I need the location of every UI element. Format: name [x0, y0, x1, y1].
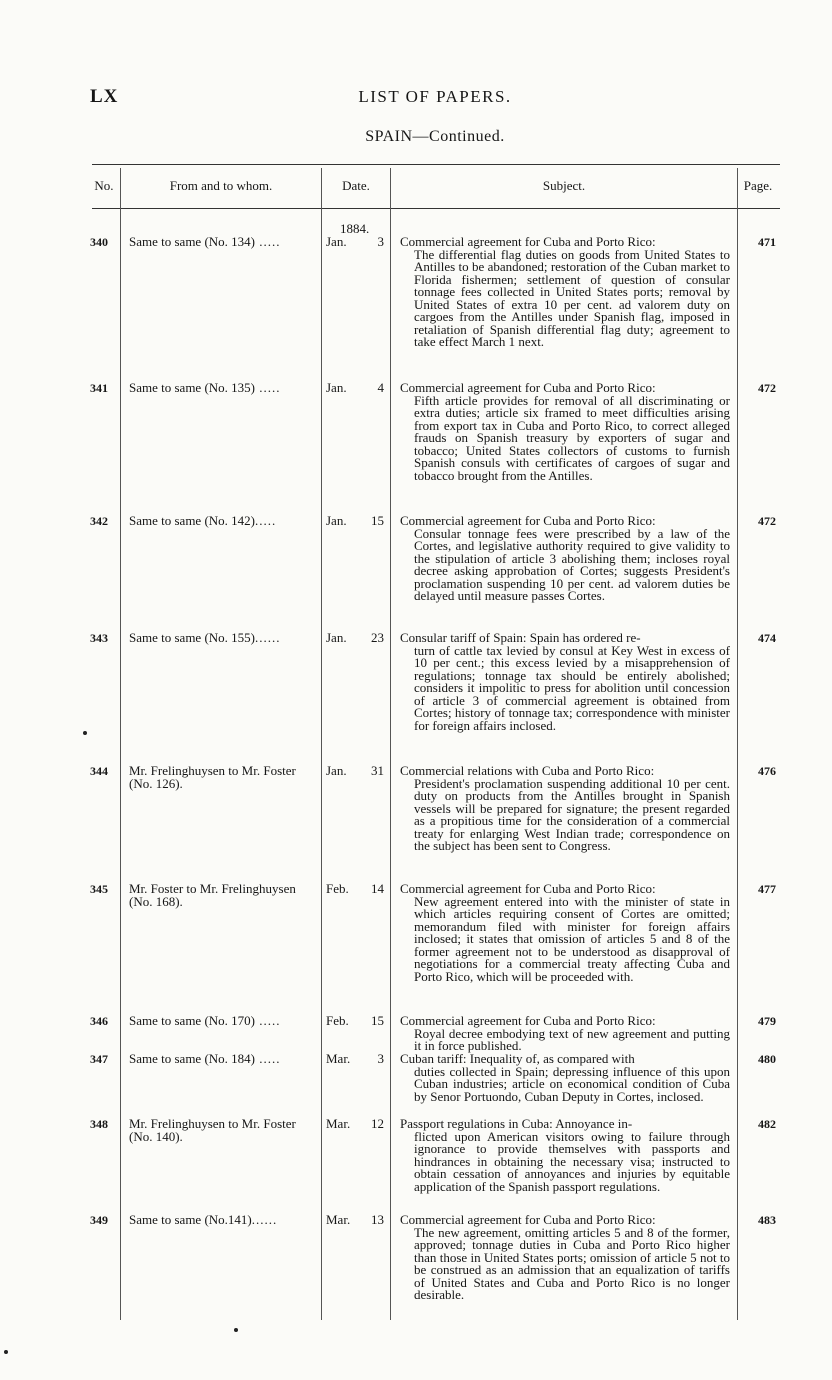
leader-dots: ..... — [255, 513, 277, 528]
from-to — [129, 236, 319, 249]
leader-dots: ..... — [255, 380, 281, 395]
subject — [400, 1214, 730, 1302]
page-ref: 480 — [758, 1052, 776, 1066]
date-day: 3 — [377, 234, 384, 249]
date-day: 31 — [371, 763, 384, 778]
from-to-text: Same to same (No. 142) — [129, 513, 256, 528]
subject-body: The new agreement, omitting articles 5 and 8 of the former, approved; tonnage duties in Cuba and Porto Rico higher than those in United States ports; omission of article 5 not to be construed as an admission that an equalization of tariffs of United States and Cuba and Porto Rico is no longer desirable. — [414, 1224, 730, 1302]
date — [326, 1118, 384, 1131]
date-month: Jan. — [326, 630, 347, 645]
column-divider — [737, 168, 738, 1320]
from-to — [129, 1118, 319, 1143]
subject-first-line: Commercial agreement for Cuba and Porto Rico: — [400, 1212, 656, 1227]
date-month: Jan. — [326, 513, 347, 528]
page-ref: 482 — [758, 1117, 776, 1131]
date-month: Feb. — [326, 1013, 349, 1028]
date-month: Jan. — [326, 763, 347, 778]
subject-body: flicted upon American visitors owing to failure through ignorance to provide themselves with passports and hindrances in obtaining the necessary visa; instructed to obtain cessation of annoyances and injuries by equitable application of the Spanish passport regulations. — [414, 1128, 730, 1194]
row-number: 346 — [90, 1014, 108, 1028]
subject — [400, 765, 730, 853]
subject-first-line: Commercial agreement for Cuba and Porto Rico: — [400, 380, 656, 395]
row-number: 349 — [90, 1213, 108, 1227]
from-to — [129, 1015, 319, 1028]
page-ref: 472 — [758, 514, 776, 528]
from-to-text: Same to same (No. 155) — [129, 630, 256, 645]
subject — [400, 1118, 730, 1193]
subject-body: Consular tonnage fees were prescribed by a law of the Cortes, and legislative authority required to give validity to the stipulation of article 3 abolishing them; incloses royal decree asking approbation of Cortes; suggests President's proclamation suspending 10 per cent. ad valorem duties be delayed until measure passes Cortes. — [414, 525, 730, 603]
subject — [400, 515, 730, 603]
column-header-date: Date. — [342, 178, 370, 193]
subject — [400, 236, 730, 349]
leader-dots: ..... — [255, 1013, 281, 1028]
date-day: 15 — [371, 1013, 384, 1028]
header-bottom-rule — [92, 208, 780, 209]
date — [326, 1015, 384, 1028]
date — [326, 883, 384, 896]
subject — [400, 632, 730, 732]
from-to — [129, 1214, 319, 1227]
subject-first-line: Commercial agreement for Cuba and Porto Rico: — [400, 1013, 656, 1028]
page-ref: 474 — [758, 631, 776, 645]
date-day: 13 — [371, 1212, 384, 1227]
from-to — [129, 883, 319, 908]
column-divider — [321, 168, 322, 1320]
row-number: 347 — [90, 1052, 108, 1066]
subject-body: The differential flag duties on goods from United States to Antilles to be abandoned; restoration of the Cuban market to Florida fishermen; settlement of question of consular tonnage fees collected in United States ports; removal by United States of extra 10 per cent. ad valorem duty on cargoes from the Antilles under Spanish flag, imposed in retaliation of Spanish differential flag duty; agreement to take effect March 1 next. — [414, 246, 730, 349]
date — [326, 632, 384, 645]
date — [326, 765, 384, 778]
date-month: Jan. — [326, 380, 347, 395]
subject-first-line: Commercial agreement for Cuba and Porto Rico: — [400, 234, 656, 249]
subject-first-line: Commercial relations with Cuba and Porto Rico: — [400, 763, 655, 778]
year-label: 1884. — [340, 221, 370, 236]
column-divider — [390, 168, 391, 1320]
date-month: Mar. — [326, 1212, 351, 1227]
row-number: 340 — [90, 235, 108, 249]
subject — [400, 883, 730, 983]
from-to — [129, 382, 319, 395]
date — [326, 1053, 384, 1066]
date — [326, 236, 384, 249]
subject-body: duties collected in Spain; depressing influence of this upon Cuban industries; article on economical condition of Cuba by Senor Portuondo, Cuban Deputy in Cortes, inclosed. — [414, 1063, 730, 1104]
from-to — [129, 1053, 319, 1066]
document-title: LIST OF PAPERS. — [358, 87, 512, 106]
ink-speck — [234, 1328, 238, 1332]
date-month: Feb. — [326, 881, 349, 896]
subject — [400, 382, 730, 482]
page-ref: 472 — [758, 381, 776, 395]
subject-body: Fifth article provides for removal of all discriminating or extra duties; article six framed to meet difficulties arising from export tax in Cuba and Porto Rico, to correct alleged frauds on Spanish treasury by exporters of sugar and tobacco; United States collectors of customs to furnish Spanish consuls with certificates of cargoes of sugar and tobacco brought from the Antilles. — [414, 392, 730, 483]
row-number: 342 — [90, 514, 108, 528]
column-header-subject: Subject. — [542, 178, 586, 193]
subject-body: turn of cattle tax levied by consul at Key West in excess of 10 per cent.; this excess levied by a misapprehension of regulations; tonnage tax should be entirely abolished; considers it impolitic to press for abolition until concession of article 3 of commercial agreement is obtained from Cortes; history of tonnage tax; correspondence with minister for foreign affairs inclosed. — [414, 642, 730, 733]
leader-dots: ...... — [255, 630, 281, 645]
date-day: 4 — [377, 380, 384, 395]
date-day: 12 — [371, 1116, 384, 1131]
from-to-text: Mr. Frelinghuysen to Mr. Foster (No. 140). — [129, 1116, 296, 1144]
subject — [400, 1015, 730, 1053]
table-top-rule — [92, 164, 780, 165]
subject-first-line: Cuban tariff: Inequality of, as compared with — [400, 1051, 635, 1066]
row-number: 341 — [90, 381, 108, 395]
date — [326, 382, 384, 395]
subject — [400, 1053, 730, 1103]
date-month: Jan. — [326, 234, 347, 249]
from-to — [129, 632, 319, 645]
section-subtitle: SPAIN—Continued. — [365, 128, 505, 145]
from-to-text: Same to same (No.141) — [129, 1212, 252, 1227]
leader-dots: ..... — [255, 234, 281, 249]
page-ref: 471 — [758, 235, 776, 249]
row-number: 344 — [90, 764, 108, 778]
from-to-text: Same to same (No. 184) — [129, 1051, 256, 1066]
subject-first-line: Commercial agreement for Cuba and Porto Rico: — [400, 881, 656, 896]
from-to — [129, 765, 319, 790]
date-month: Mar. — [326, 1116, 351, 1131]
page-ref: 476 — [758, 764, 776, 778]
page-number: LX — [90, 86, 119, 107]
from-to-text: Mr. Foster to Mr. Frelinghuysen (No. 168). — [129, 881, 296, 909]
from-to-text: Mr. Frelinghuysen to Mr. Foster (No. 126). — [129, 763, 296, 791]
date-month: Mar. — [326, 1051, 351, 1066]
column-header-page: Page. — [743, 178, 773, 193]
subject-body: President's proclamation suspending additional 10 per cent. duty on products from the Antilles brought in Spanish vessels will be prepared for signature; the present regarded as a propitious time for the consideration of a commercial treaty for enlarging West Indian trade; correspondence on the subject has been sent to Congress. — [414, 775, 730, 853]
date — [326, 515, 384, 528]
from-to — [129, 515, 319, 528]
subject-first-line: Consular tariff of Spain: Spain has ordered re- — [400, 630, 641, 645]
from-to-text: Same to same (No. 134) — [129, 234, 256, 249]
column-header-from-to: From and to whom. — [169, 178, 273, 193]
date-day: 23 — [371, 630, 384, 645]
column-divider — [120, 168, 121, 1320]
row-number: 348 — [90, 1117, 108, 1131]
subject-first-line: Passport regulations in Cuba: Annoyance in- — [400, 1116, 633, 1131]
date-day: 15 — [371, 513, 384, 528]
from-to-text: Same to same (No. 135) — [129, 380, 256, 395]
leader-dots: ...... — [251, 1212, 278, 1227]
row-number: 345 — [90, 882, 108, 896]
ink-speck — [83, 731, 87, 735]
page-ref: 479 — [758, 1014, 776, 1028]
page-ref: 483 — [758, 1213, 776, 1227]
page-ref: 477 — [758, 882, 776, 896]
row-number: 343 — [90, 631, 108, 645]
from-to-text: Same to same (No. 170) — [129, 1013, 256, 1028]
column-header-no: No. — [94, 178, 114, 193]
subject-first-line: Commercial agreement for Cuba and Porto Rico: — [400, 513, 656, 528]
subject-body: Royal decree embodying text of new agreement and putting it in force published. — [414, 1025, 730, 1053]
leader-dots: ..... — [255, 1051, 281, 1066]
ink-speck — [4, 1350, 8, 1354]
subject-body: New agreement entered into with the minister of state in which articles requiring consent of Cortes are omitted; memorandum filed with minister for foreign affairs inclosed; it states that omission of articles 5 and 8 of the former agreement not to be understood as disapproval of negotiations for a commercial treaty affecting Cuba and Porto Rico, which will be proceeded with. — [414, 893, 730, 984]
date-day: 3 — [377, 1051, 384, 1066]
date-day: 14 — [371, 881, 384, 896]
date — [326, 1214, 384, 1227]
